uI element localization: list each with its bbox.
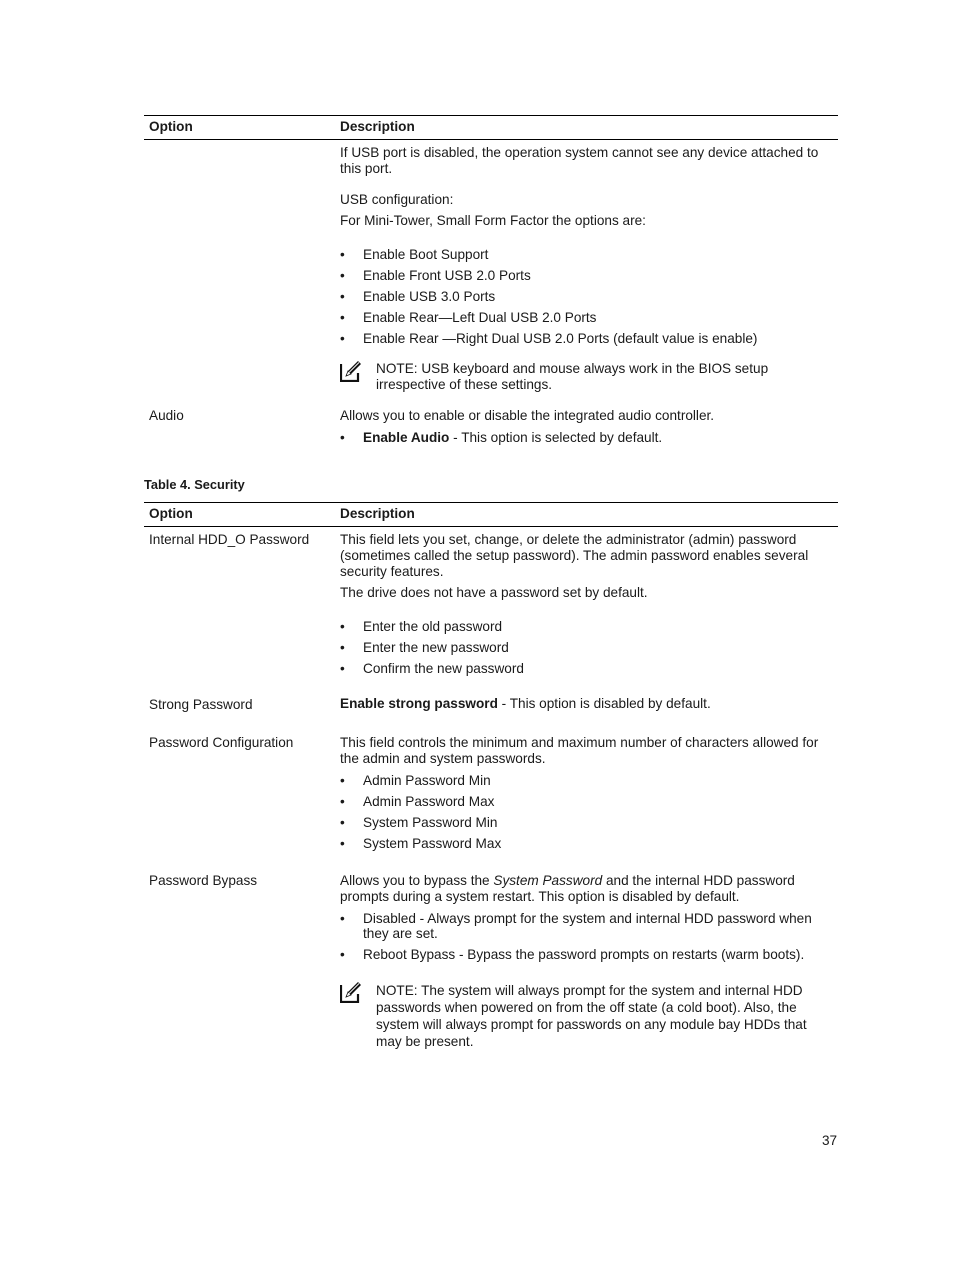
usb-audio-table: [144, 115, 838, 446]
list-item: [340, 430, 833, 446]
audio-desc: Allows you to enable or disable the integrated audio controller.: [340, 408, 715, 423]
list-item: • Reboot Bypass - Bypass the password prompts on restarts (warm boots).: [340, 947, 833, 962]
option-cell: Internal HDD_O Password: [149, 532, 310, 547]
audio-item-rest: - This option is selected by default.: [449, 430, 663, 445]
option-cell: Password Bypass: [149, 873, 258, 888]
page-number: 37: [822, 1133, 838, 1148]
pencil-note-icon: [340, 360, 362, 382]
option-cell: Strong Password: [149, 697, 253, 712]
list-item: • Enter the new password: [340, 637, 833, 658]
bypass-desc-b: and the internal HDD password prompts during a system restart. This option is disabled by default.: [340, 873, 795, 904]
list-item: • Confirm the new password: [340, 658, 833, 679]
table-header-row: [144, 503, 838, 527]
strong-rest: - This option is disabled by default.: [497, 696, 711, 711]
table-row-strong: [144, 679, 838, 713]
usb-disabled-text: If USB port is disabled, the operation system cannot see any device attached to this port.: [340, 145, 819, 176]
bypass-desc-em: System Password: [493, 873, 603, 888]
list-item: • System Password Max: [340, 833, 833, 854]
list-item: • System Password Min: [340, 812, 833, 833]
security-table: [144, 502, 838, 1050]
strong-desc: [340, 696, 833, 712]
note-body: The system will always prompt for the system and internal HDD passwords when powered on from the off state (a cold boot). Also, the system will always prompt for passwords on any module bay HDDs that may be present.: [376, 983, 807, 1049]
table-row-usb: [144, 140, 838, 394]
usb-options-intro: For Mini-Tower, Small Form Factor the options are:: [340, 213, 646, 228]
hdd-default: The drive does not have a password set by default.: [340, 585, 648, 600]
config-list: [340, 770, 833, 854]
note-text: [376, 982, 833, 1050]
option-cell: Password Configuration: [149, 735, 294, 750]
usb-config-label: USB configuration:: [340, 192, 454, 207]
header-description: Description: [340, 119, 415, 134]
description-cell: [335, 713, 838, 854]
note-body: USB keyboard and mouse always work in the BIOS setup irrespective of these settings.: [376, 361, 769, 392]
note-label: NOTE:: [376, 983, 418, 998]
bypass-desc-a: Allows you to bypass the: [340, 873, 494, 888]
list-item: • Disabled - Always prompt for the system and internal HDD password when they are set.: [340, 911, 833, 941]
description-cell: [335, 679, 838, 713]
table-row-bypass: [144, 854, 838, 1050]
table-caption: Table 4. Security: [144, 477, 245, 492]
option-cell-empty: [144, 140, 335, 394]
config-desc: This field controls the minimum and maximum number of characters allowed for the admin and system passwords.: [340, 735, 819, 766]
document-page: [144, 115, 838, 1050]
header-option: Option: [149, 506, 193, 521]
bypass-note: [340, 982, 833, 1050]
bypass-list: [340, 911, 833, 962]
header-description: Description: [340, 506, 415, 521]
list-item: • Enable Front USB 2.0 Ports: [340, 265, 833, 286]
list-item: • Enable Boot Support: [340, 244, 833, 265]
table-header-row: [144, 116, 838, 140]
description-cell: [335, 854, 838, 1050]
list-item: • Admin Password Max: [340, 791, 833, 812]
description-cell: [335, 527, 838, 680]
table-row-hdd: [144, 527, 838, 680]
note-text: [376, 361, 833, 393]
audio-item-bold: Enable Audio: [363, 430, 450, 445]
pencil-note-icon: [340, 981, 362, 1003]
option-cell: Audio: [149, 408, 184, 423]
audio-list: [340, 430, 833, 446]
list-item: • Enable USB 3.0 Ports: [340, 286, 833, 307]
list-item: • Enter the old password: [340, 616, 833, 637]
usb-note: [340, 361, 833, 393]
table-row-config: [144, 713, 838, 854]
header-option: Option: [149, 119, 193, 134]
hdd-desc: This field lets you set, change, or delete the administrator (admin) password (sometimes called the setup password). The admin password enables several security features.: [340, 532, 809, 579]
hdd-list: [340, 616, 833, 679]
table-row-audio: [144, 393, 838, 446]
description-cell: [335, 393, 838, 446]
list-item: • Enable Rear —Right Dual USB 2.0 Ports (default value is enable): [340, 328, 833, 349]
bypass-desc: [340, 873, 833, 905]
list-item: • Admin Password Min: [340, 770, 833, 791]
description-cell: [335, 140, 838, 394]
list-item: • Enable Rear—Left Dual USB 2.0 Ports: [340, 307, 833, 328]
strong-bold: Enable strong password: [340, 696, 498, 711]
note-label: NOTE:: [376, 361, 418, 376]
usb-options-list: [340, 244, 833, 349]
